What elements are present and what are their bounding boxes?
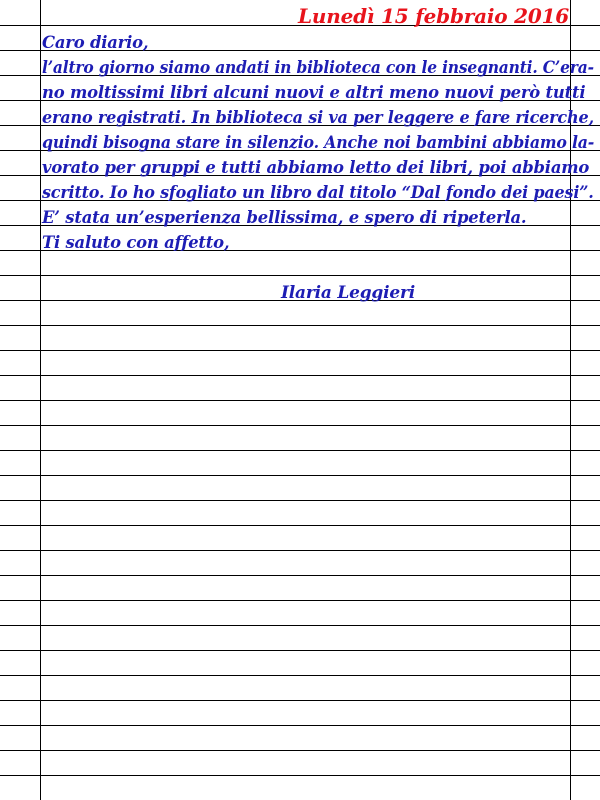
diary-signature: Ilaria Leggieri xyxy=(281,283,416,303)
ruled-line xyxy=(0,375,600,376)
diary-text-line: no moltissimi libri alcuni nuovi e altri meno nuovi però tutti xyxy=(42,83,586,102)
ruled-line xyxy=(0,675,600,676)
diary-closing: Ti saluto con affetto, xyxy=(42,233,230,252)
ruled-line xyxy=(0,350,600,351)
ruled-line xyxy=(0,325,600,326)
diary-greeting: Caro diario, xyxy=(42,33,149,52)
margin-line xyxy=(40,0,41,800)
ruled-line xyxy=(0,550,600,551)
ruled-line xyxy=(0,475,600,476)
ruled-line xyxy=(0,775,600,776)
ruled-line xyxy=(0,500,600,501)
diary-date: Lunedì 15 febbraio 2016 xyxy=(298,4,569,28)
ruled-line xyxy=(0,600,600,601)
diary-text-line: erano registrati. In biblioteca si va per leggere e fare ricerche, xyxy=(42,108,594,127)
ruled-line xyxy=(0,725,600,726)
ruled-line xyxy=(0,400,600,401)
ruled-line xyxy=(0,625,600,626)
diary-text-line: E’ stata un’esperienza bellissima, e spero di ripeterla. xyxy=(42,208,527,227)
ruled-line xyxy=(0,650,600,651)
ruled-line xyxy=(0,450,600,451)
diary-text-line: quindi bisogna stare in silenzio. Anche noi bambini abbiamo la- xyxy=(42,133,595,152)
ruled-line xyxy=(0,700,600,701)
diary-text-line: l’altro giorno siamo andati in biblioteca con le insegnanti. C’era- xyxy=(42,58,594,77)
ruled-line xyxy=(0,425,600,426)
ruled-line xyxy=(0,525,600,526)
ruled-line xyxy=(0,275,600,276)
ruled-line xyxy=(0,575,600,576)
ruled-line xyxy=(0,750,600,751)
diary-text-line: vorato per gruppi e tutti abbiamo letto dei libri, poi abbiamo xyxy=(42,158,590,177)
diary-text-line: scritto. Io ho sfogliato un libro dal titolo “Dal fondo dei paesi”. xyxy=(42,183,594,202)
